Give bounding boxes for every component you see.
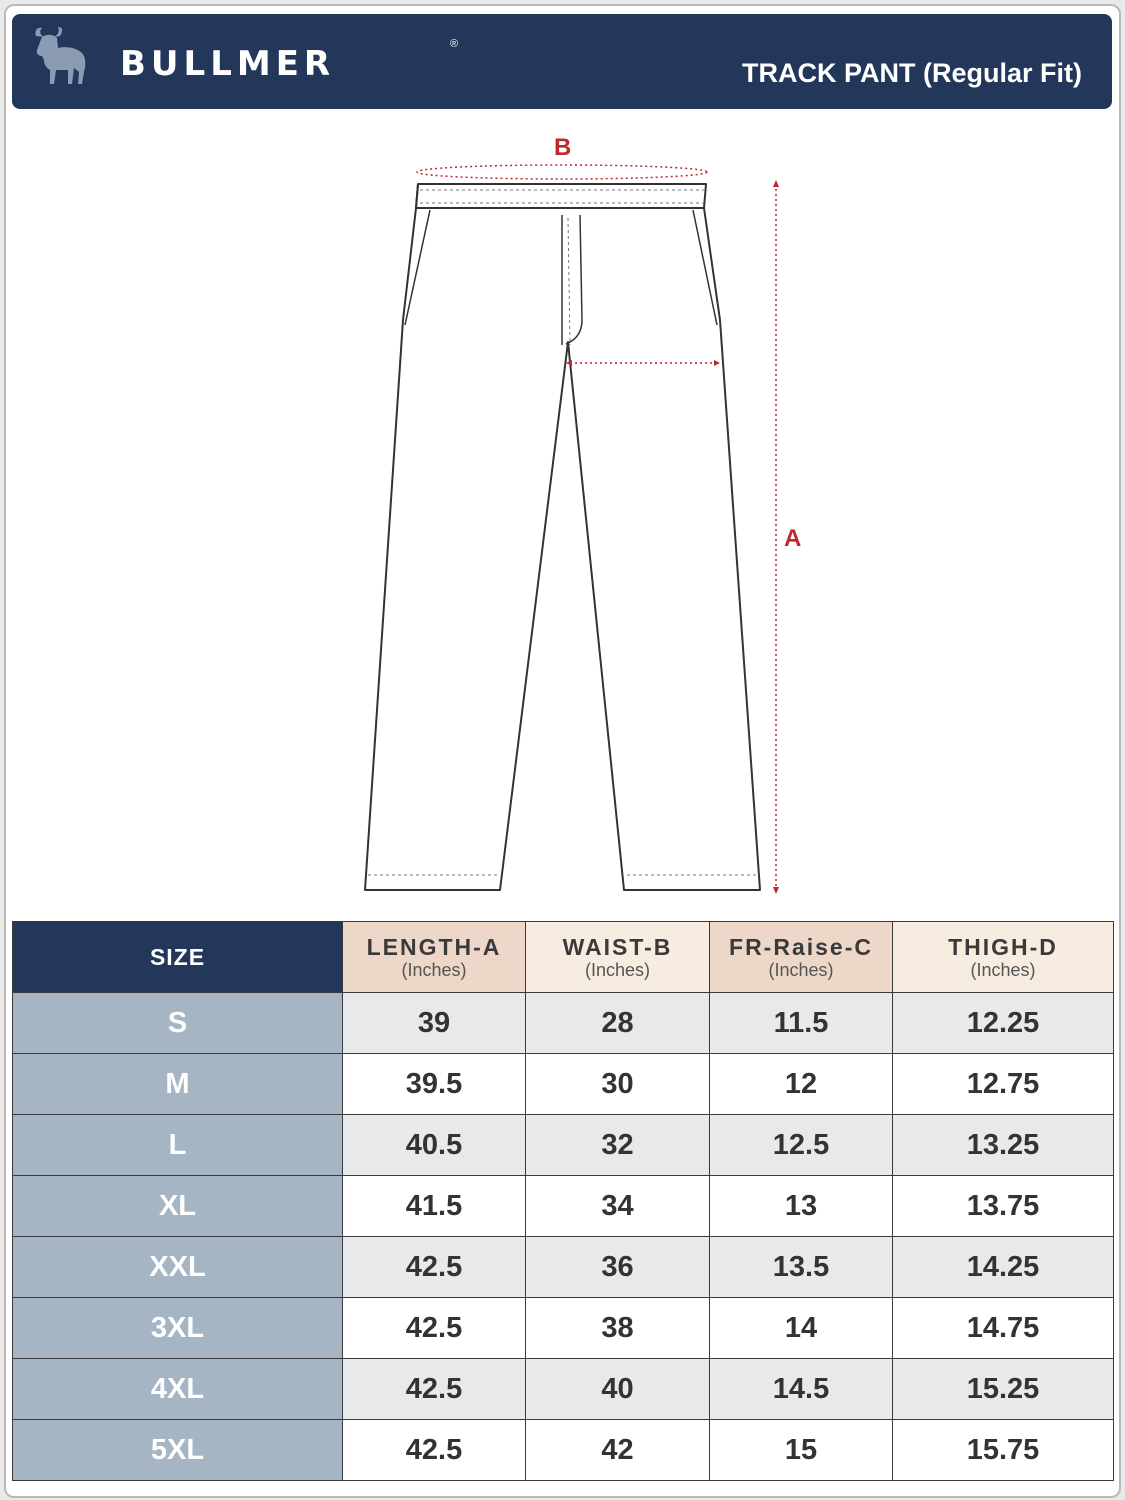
product-title: TRACK PANT (Regular Fit) xyxy=(742,58,1082,88)
waist-cell: 34 xyxy=(526,1176,710,1237)
size-cell: S xyxy=(13,993,343,1054)
waist-cell: 30 xyxy=(526,1054,710,1115)
waist-label-b: B xyxy=(554,134,572,161)
table-header-row xyxy=(13,922,1114,993)
pant-outline xyxy=(365,184,760,890)
thigh-cell: 12.75 xyxy=(893,1054,1114,1115)
length-cell: 39 xyxy=(343,993,526,1054)
table-row xyxy=(13,1237,1114,1298)
size-column-header: SIZE xyxy=(13,922,343,993)
thigh-cell: 13.25 xyxy=(893,1115,1114,1176)
thigh-cell: 15.75 xyxy=(893,1420,1114,1481)
size-cell: M xyxy=(13,1054,343,1115)
column-unit: (Inches) xyxy=(768,960,834,980)
size-cell: 4XL xyxy=(13,1359,343,1420)
pant-diagram xyxy=(0,120,1125,910)
length-cell: 42.5 xyxy=(343,1359,526,1420)
length-cell: 42.5 xyxy=(343,1420,526,1481)
raise-column-header xyxy=(710,922,893,993)
column-title: FR-Raise-C xyxy=(729,934,873,960)
raise-cell: 11.5 xyxy=(710,993,893,1054)
length-cell: 42.5 xyxy=(343,1237,526,1298)
table-row xyxy=(13,1359,1114,1420)
waist-column-header xyxy=(526,922,710,993)
registered-mark: ® xyxy=(450,38,459,50)
table-row xyxy=(13,1115,1114,1176)
raise-cell: 14.5 xyxy=(710,1359,893,1420)
waist-cell: 38 xyxy=(526,1298,710,1359)
length-cell: 39.5 xyxy=(343,1054,526,1115)
waist-cell: 36 xyxy=(526,1237,710,1298)
size-cell: XXL xyxy=(13,1237,343,1298)
table-row xyxy=(13,1420,1114,1481)
waist-measure-line xyxy=(417,165,707,179)
column-unit: (Inches) xyxy=(584,960,651,980)
thigh-column-header xyxy=(893,922,1114,993)
length-column-header xyxy=(343,922,526,993)
size-cell: L xyxy=(13,1115,343,1176)
waist-cell: 28 xyxy=(526,993,710,1054)
length-cell: 41.5 xyxy=(343,1176,526,1237)
column-unit: (Inches) xyxy=(970,960,1036,980)
thigh-cell: 12.25 xyxy=(893,993,1114,1054)
table-row xyxy=(13,1298,1114,1359)
raise-cell: 13.5 xyxy=(710,1237,893,1298)
table-row xyxy=(13,1176,1114,1237)
column-unit: (Inches) xyxy=(401,960,467,980)
length-label-a: A xyxy=(784,525,802,552)
waist-cell: 32 xyxy=(526,1115,710,1176)
size-cell: 3XL xyxy=(13,1298,343,1359)
length-cell: 40.5 xyxy=(343,1115,526,1176)
column-title: THIGH-D xyxy=(948,934,1058,960)
thigh-cell: 14.75 xyxy=(893,1298,1114,1359)
raise-cell: 13 xyxy=(710,1176,893,1237)
raise-cell: 12 xyxy=(710,1054,893,1115)
thigh-cell: 14.25 xyxy=(893,1237,1114,1298)
raise-cell: 14 xyxy=(710,1298,893,1359)
size-chart-table xyxy=(12,921,1114,1481)
thigh-cell: 13.75 xyxy=(893,1176,1114,1237)
raise-cell: 12.5 xyxy=(710,1115,893,1176)
column-title: WAIST-B xyxy=(562,934,673,960)
column-title: LENGTH-A xyxy=(366,934,502,960)
raise-cell: 15 xyxy=(710,1420,893,1481)
size-cell: XL xyxy=(13,1176,343,1237)
size-cell: 5XL xyxy=(13,1420,343,1481)
length-cell: 42.5 xyxy=(343,1298,526,1359)
thigh-cell: 15.25 xyxy=(893,1359,1114,1420)
header-banner xyxy=(12,14,1112,109)
table-row xyxy=(13,1054,1114,1115)
bull-logo-icon xyxy=(30,26,88,90)
waist-cell: 42 xyxy=(526,1420,710,1481)
brand-name: BULLMER xyxy=(120,44,336,84)
waist-cell: 40 xyxy=(526,1359,710,1420)
table-row xyxy=(13,993,1114,1054)
length-measure-line xyxy=(773,180,779,894)
